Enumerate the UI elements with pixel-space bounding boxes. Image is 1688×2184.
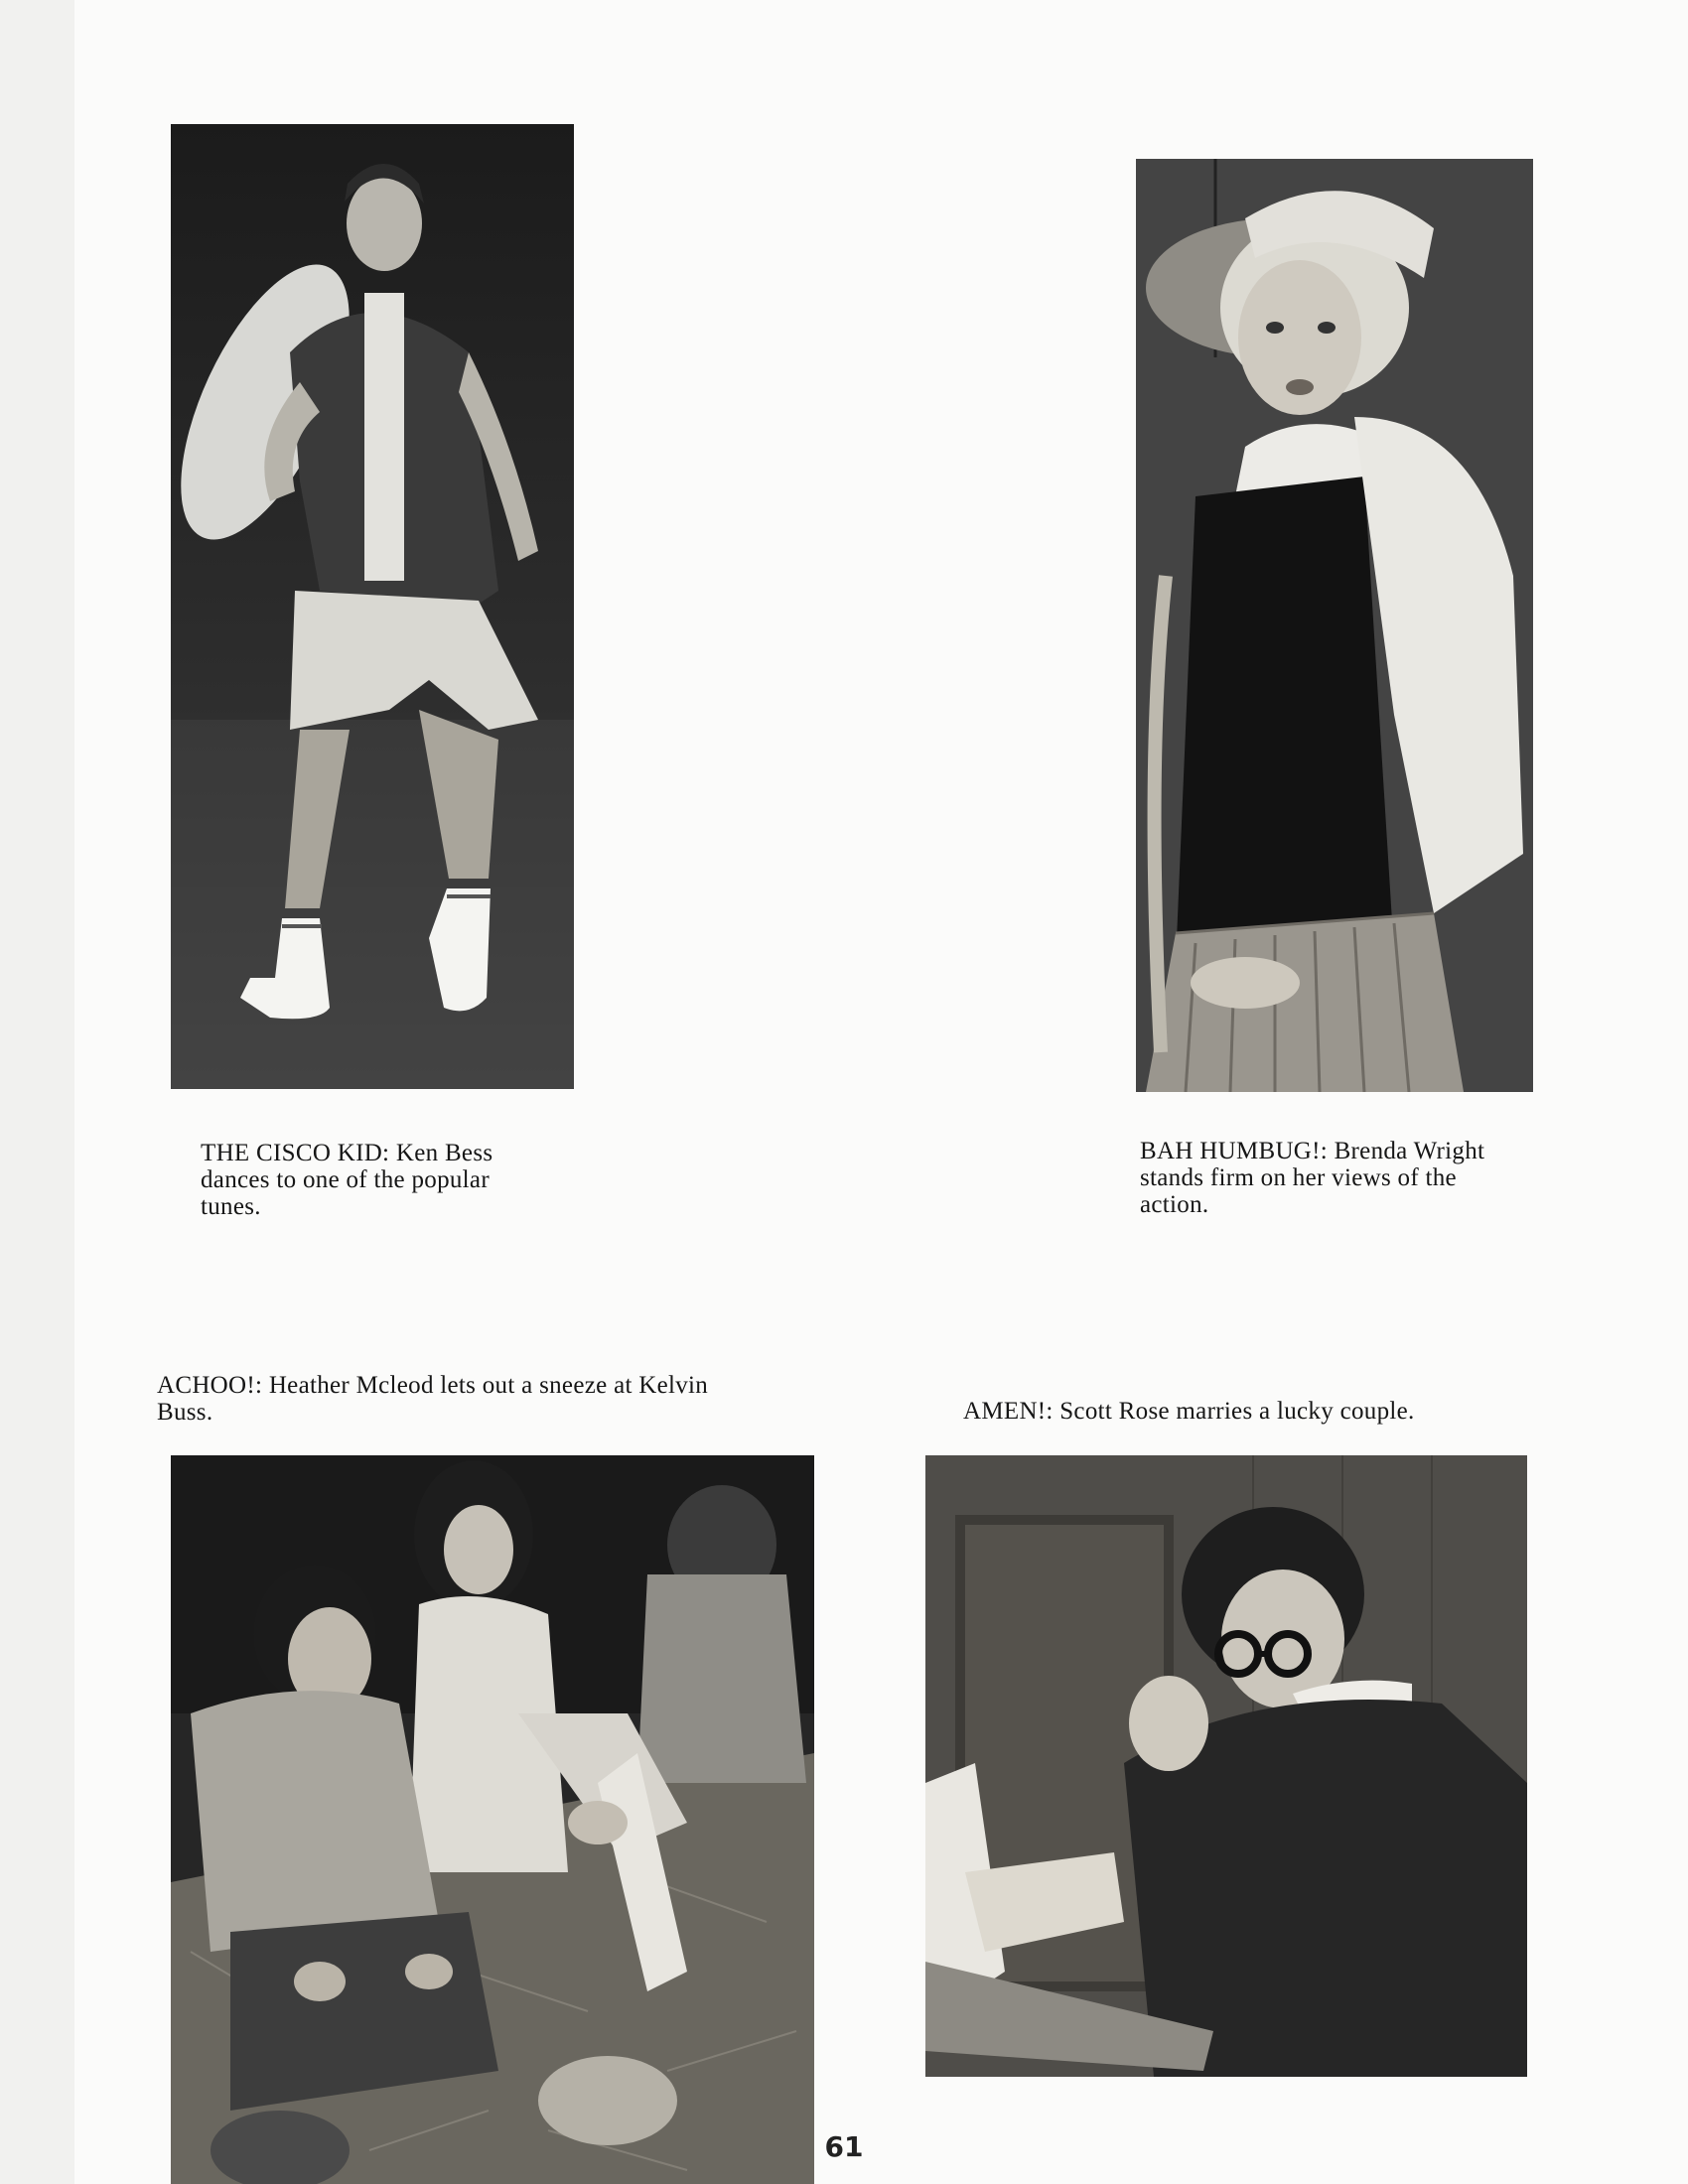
amen-image (925, 1455, 1527, 2077)
caption-cisco-kid: THE CISCO KID: Ken Bess dances to one of the popular tunes. (201, 1140, 493, 1220)
caption-achoo: ACHOO!: Heather Mcleod lets out a sneeze at Kelvin Buss. (157, 1372, 709, 1426)
photo-amen (925, 1455, 1527, 2077)
scan-gutter (0, 0, 74, 2184)
photo-cisco-kid (171, 124, 574, 1089)
cisco-kid-image (171, 124, 574, 1089)
photo-achoo (171, 1455, 814, 2184)
achoo-image (171, 1455, 814, 2184)
photo-bah-humbug (1136, 159, 1533, 1092)
caption-bah-humbug: BAH HUMBUG!: Brenda Wright stands firm on her views of the action. (1140, 1138, 1485, 1218)
caption-amen: AMEN!: Scott Rose marries a lucky couple. (963, 1398, 1415, 1425)
page-number: 61 (824, 2130, 864, 2163)
bah-humbug-image (1136, 159, 1533, 1092)
